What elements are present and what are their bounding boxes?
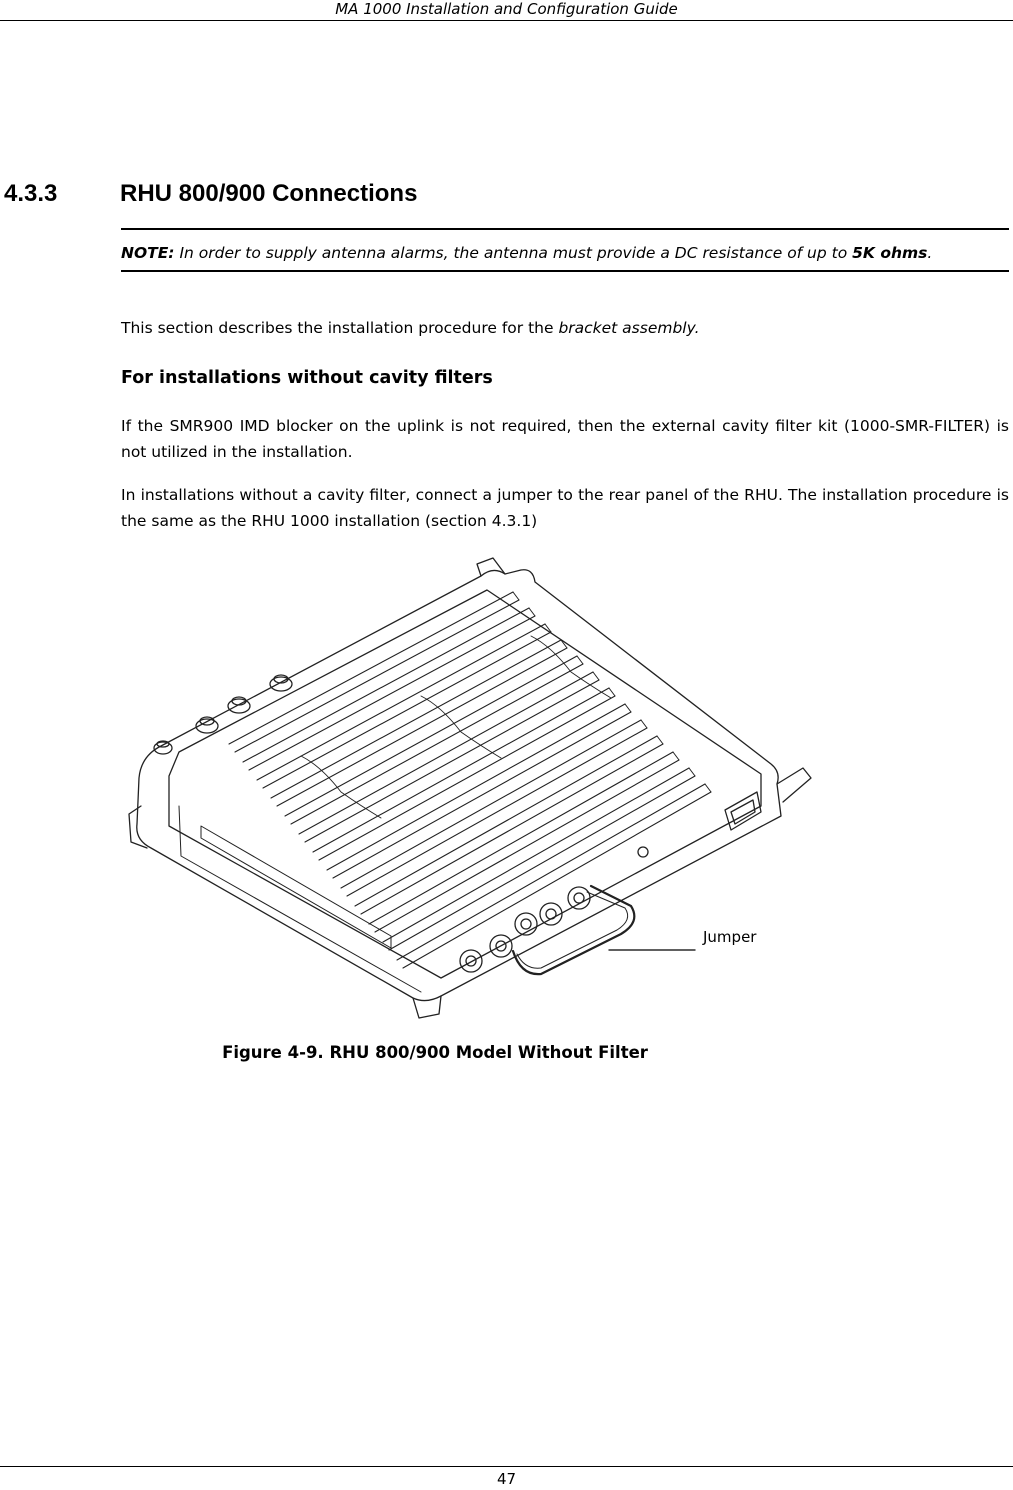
section-title: RHU 800/900 Connections xyxy=(120,180,418,207)
subsection-heading: For installations without cavity filters xyxy=(121,368,493,388)
intro-emphasis: bracket assembly. xyxy=(558,319,700,337)
note-text-end: . xyxy=(927,244,933,262)
note-label: NOTE: xyxy=(121,244,175,262)
intro-text: This section describes the installation procedure for the xyxy=(121,319,559,337)
paragraph-jumper: In installations without a cavity filter, connect a jumper to the rear panel of the RHU. The installation procedure is the same as the RHU 1000 installation (section 4.3.1) xyxy=(121,486,1009,530)
note-text: In order to supply antenna alarms, the antenna must provide a DC resistance of up to xyxy=(174,244,853,262)
figure-caption: Figure 4-9. RHU 800/900 Model Without Filter xyxy=(222,1043,648,1062)
section-heading xyxy=(4,180,1004,208)
section-number: 4.3.3 xyxy=(4,180,58,207)
footer-rule xyxy=(0,1466,1013,1467)
note-box xyxy=(121,228,1009,272)
rhu-drawing xyxy=(121,556,821,1026)
page-number: 47 xyxy=(496,1470,517,1488)
paragraph-smr900: If the SMR900 IMD blocker on the uplink is not required, then the external cavity filter kit (1000-SMR-FILTER) is not utilized in the installation. xyxy=(121,417,1009,461)
running-header: MA 1000 Installation and Configuration Guide xyxy=(0,0,1013,21)
intro-paragraph xyxy=(121,315,1009,341)
jumper-callout: Jumper xyxy=(703,928,757,946)
note-emphasis: 5K ohms xyxy=(852,244,928,262)
